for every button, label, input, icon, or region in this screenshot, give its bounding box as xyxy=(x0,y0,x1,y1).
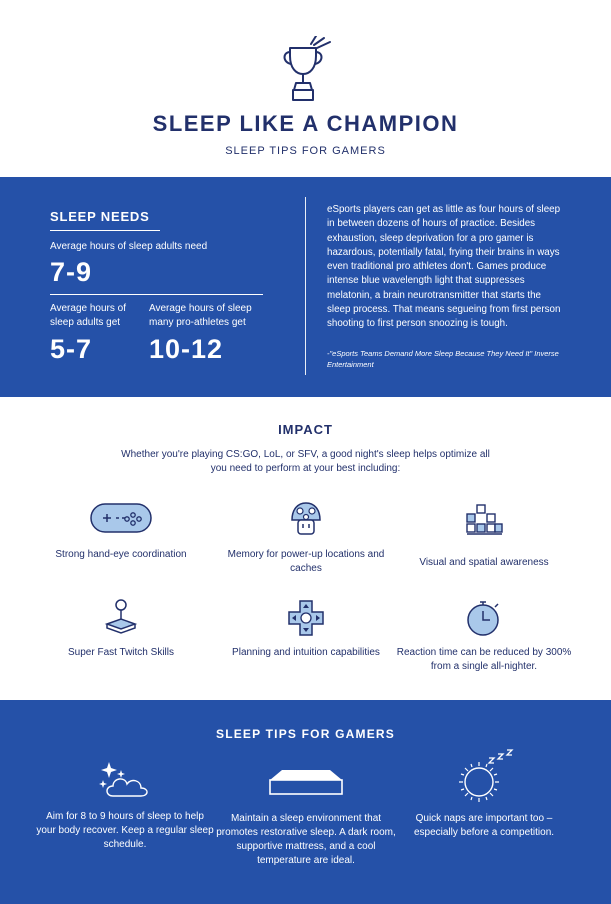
dpad-icon xyxy=(286,598,326,638)
impact-intro: Whether you're playing CS:GO, LoL, or SFV, a good night's sleep helps optimize all you need to perform at your best including: xyxy=(121,449,490,474)
impact-section xyxy=(0,398,611,700)
impact-heading: IMPACT xyxy=(278,422,333,437)
joystick-icon xyxy=(101,598,141,638)
gamepad-icon xyxy=(89,500,153,536)
impact-item xyxy=(394,598,574,674)
page-title: SLEEP LIKE A CHAMPION xyxy=(152,111,459,136)
adults-get-value: 5-7 xyxy=(50,334,93,364)
pro-athletes-label: Average hours of sleep many pro-athletes get xyxy=(149,303,252,328)
adults-need-label: Average hours of sleep adults need xyxy=(50,241,208,252)
tip-item xyxy=(394,748,574,840)
vertical-divider xyxy=(305,197,306,375)
sun-zzz-icon xyxy=(449,748,519,806)
pro-athletes-value: 10-12 xyxy=(149,334,224,364)
sleep-needs-section xyxy=(0,177,611,397)
stars-cloud-icon xyxy=(95,758,155,802)
sleep-needs-heading: SLEEP NEEDS xyxy=(50,209,150,224)
impact-item xyxy=(31,500,211,562)
tip-text: Maintain a sleep environment that promotes restorative sleep. A dark room, supportive mattress, and a cool temperature are ideal. xyxy=(216,813,396,866)
mushroom-powerup-icon xyxy=(286,500,326,540)
impact-item xyxy=(31,598,211,660)
tip-item xyxy=(216,768,396,868)
tip-text: Aim for 8 to 9 hours of sleep to help your body recover. Keep a regular sleep schedule. xyxy=(36,811,214,850)
impact-item xyxy=(216,598,396,660)
mattress-icon xyxy=(268,768,344,798)
impact-item-text: Reaction time can be reduced by 300% from a single all-nighter. xyxy=(396,647,572,672)
header xyxy=(0,0,611,176)
impact-item-text: Planning and intuition capabilities xyxy=(232,647,380,658)
impact-item xyxy=(216,500,396,576)
impact-item-text: Super Fast Twitch Skills xyxy=(68,647,174,658)
impact-item-text: Memory for power-up locations and caches xyxy=(227,549,385,574)
sleep-tips-section xyxy=(0,700,611,904)
sleep-tips-heading: SLEEP TIPS FOR GAMERS xyxy=(215,727,395,741)
divider xyxy=(50,294,263,295)
impact-item-text: Strong hand-eye coordination xyxy=(55,549,187,560)
stopwatch-icon xyxy=(464,598,504,638)
adults-need-value: 7-9 xyxy=(50,257,93,287)
quote-citation: -"eSports Teams Demand More Sleep Because They Need It" Inverse Entertainment xyxy=(327,349,559,369)
blocks-icon xyxy=(464,502,504,538)
impact-item-text: Visual and spatial awareness xyxy=(419,557,549,568)
page-subtitle: SLEEP TIPS FOR GAMERS xyxy=(225,145,386,157)
trophy-icon xyxy=(278,36,334,104)
tip-item xyxy=(35,758,215,852)
esports-quote: eSports players can get as little as four hours of sleep in between dozens of hours of practice. Besides exhaustion, sleep deprivation for a pro gamer is hazardous, potentially fatal, frying their brains in ways even traditional pro athletes don't. Games produce intense blue wavelength light that suppresses melatonin, a brain neurotransmitter that starts the sleep process. That means segueing from first person shooting to first person snoozing is tough. xyxy=(327,204,561,330)
impact-item xyxy=(394,502,574,570)
heading-underline xyxy=(50,230,160,231)
tip-text: Quick naps are important too – especially before a competition. xyxy=(413,813,555,838)
adults-get-label: Average hours of sleep adults get xyxy=(50,303,126,328)
